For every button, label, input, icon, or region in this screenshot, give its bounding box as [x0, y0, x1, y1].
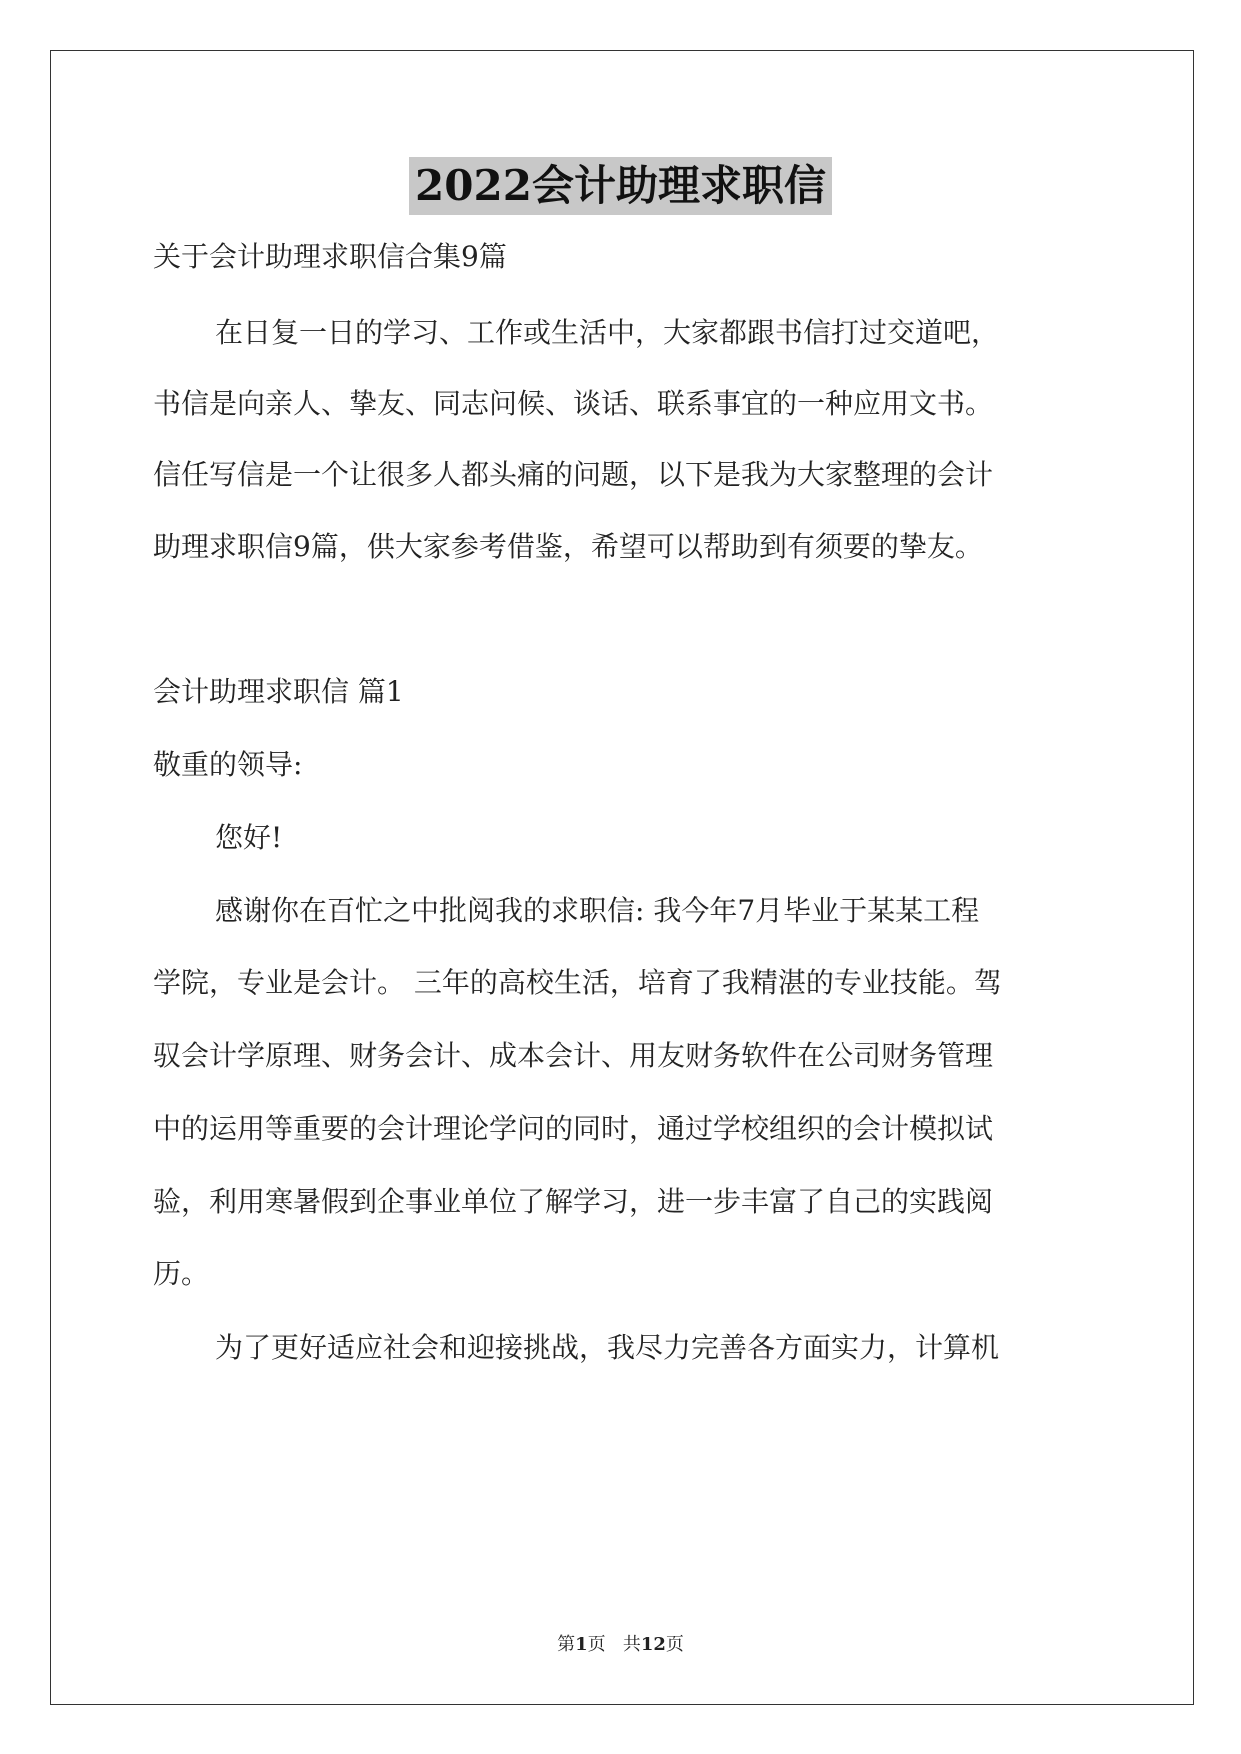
greeting: 您好! [215, 821, 283, 854]
footer-prefix: 第 [557, 1634, 576, 1655]
intro-line: 信任写信是一个让很多人都头痛的问题，以下是我为大家整理的会计 [153, 458, 994, 491]
paragraph-line: 为了更好适应社会和迎接挑战，我尽力完善各方面实力，计算机 [215, 1331, 1000, 1364]
paragraph-line: 学院，专业是会计。 三年的高校生活，培育了我精湛的专业技能。驾 [153, 966, 1002, 999]
title-container [0, 157, 1241, 215]
page-footer [0, 1630, 1241, 1656]
intro-line: 书信是向亲人、挚友、同志问候、谈话、联系事宜的一种应用文书。 [153, 387, 994, 420]
section-heading: 会计助理求职信 篇1 [153, 675, 404, 708]
document-subtitle: 关于会计助理求职信合集9篇 [153, 240, 507, 273]
document-title: 2022会计助理求职信 [409, 157, 832, 215]
paragraph-line: 验，利用寒暑假到企事业单位了解学习，进一步丰富了自己的实践阅 [153, 1185, 994, 1218]
intro-line: 助理求职信9篇，供大家参考借鉴，希望可以帮助到有须要的挚友。 [153, 530, 983, 563]
footer-total-unit: 页 [665, 1634, 684, 1655]
paragraph-line: 驭会计学原理、财务会计、成本会计、用友财务软件在公司财务管理 [153, 1039, 994, 1072]
footer-total-prefix: 共 [622, 1634, 641, 1655]
page-number: 1 [575, 1634, 588, 1655]
paragraph-line: 历。 [153, 1257, 210, 1290]
salutation: 敬重的领导: [153, 748, 303, 781]
page-border [50, 50, 1194, 1705]
paragraph-line: 中的运用等重要的会计理论学问的同时，通过学校组织的会计模拟试 [153, 1112, 994, 1145]
footer-page-unit: 页 [587, 1634, 606, 1655]
paragraph-line: 感谢你在百忙之中批阅我的求职信: 我今年7月毕业于某某工程 [215, 894, 980, 927]
total-pages: 12 [640, 1634, 666, 1655]
intro-line: 在日复一日的学习、工作或生活中，大家都跟书信打过交道吧， [215, 316, 1000, 349]
